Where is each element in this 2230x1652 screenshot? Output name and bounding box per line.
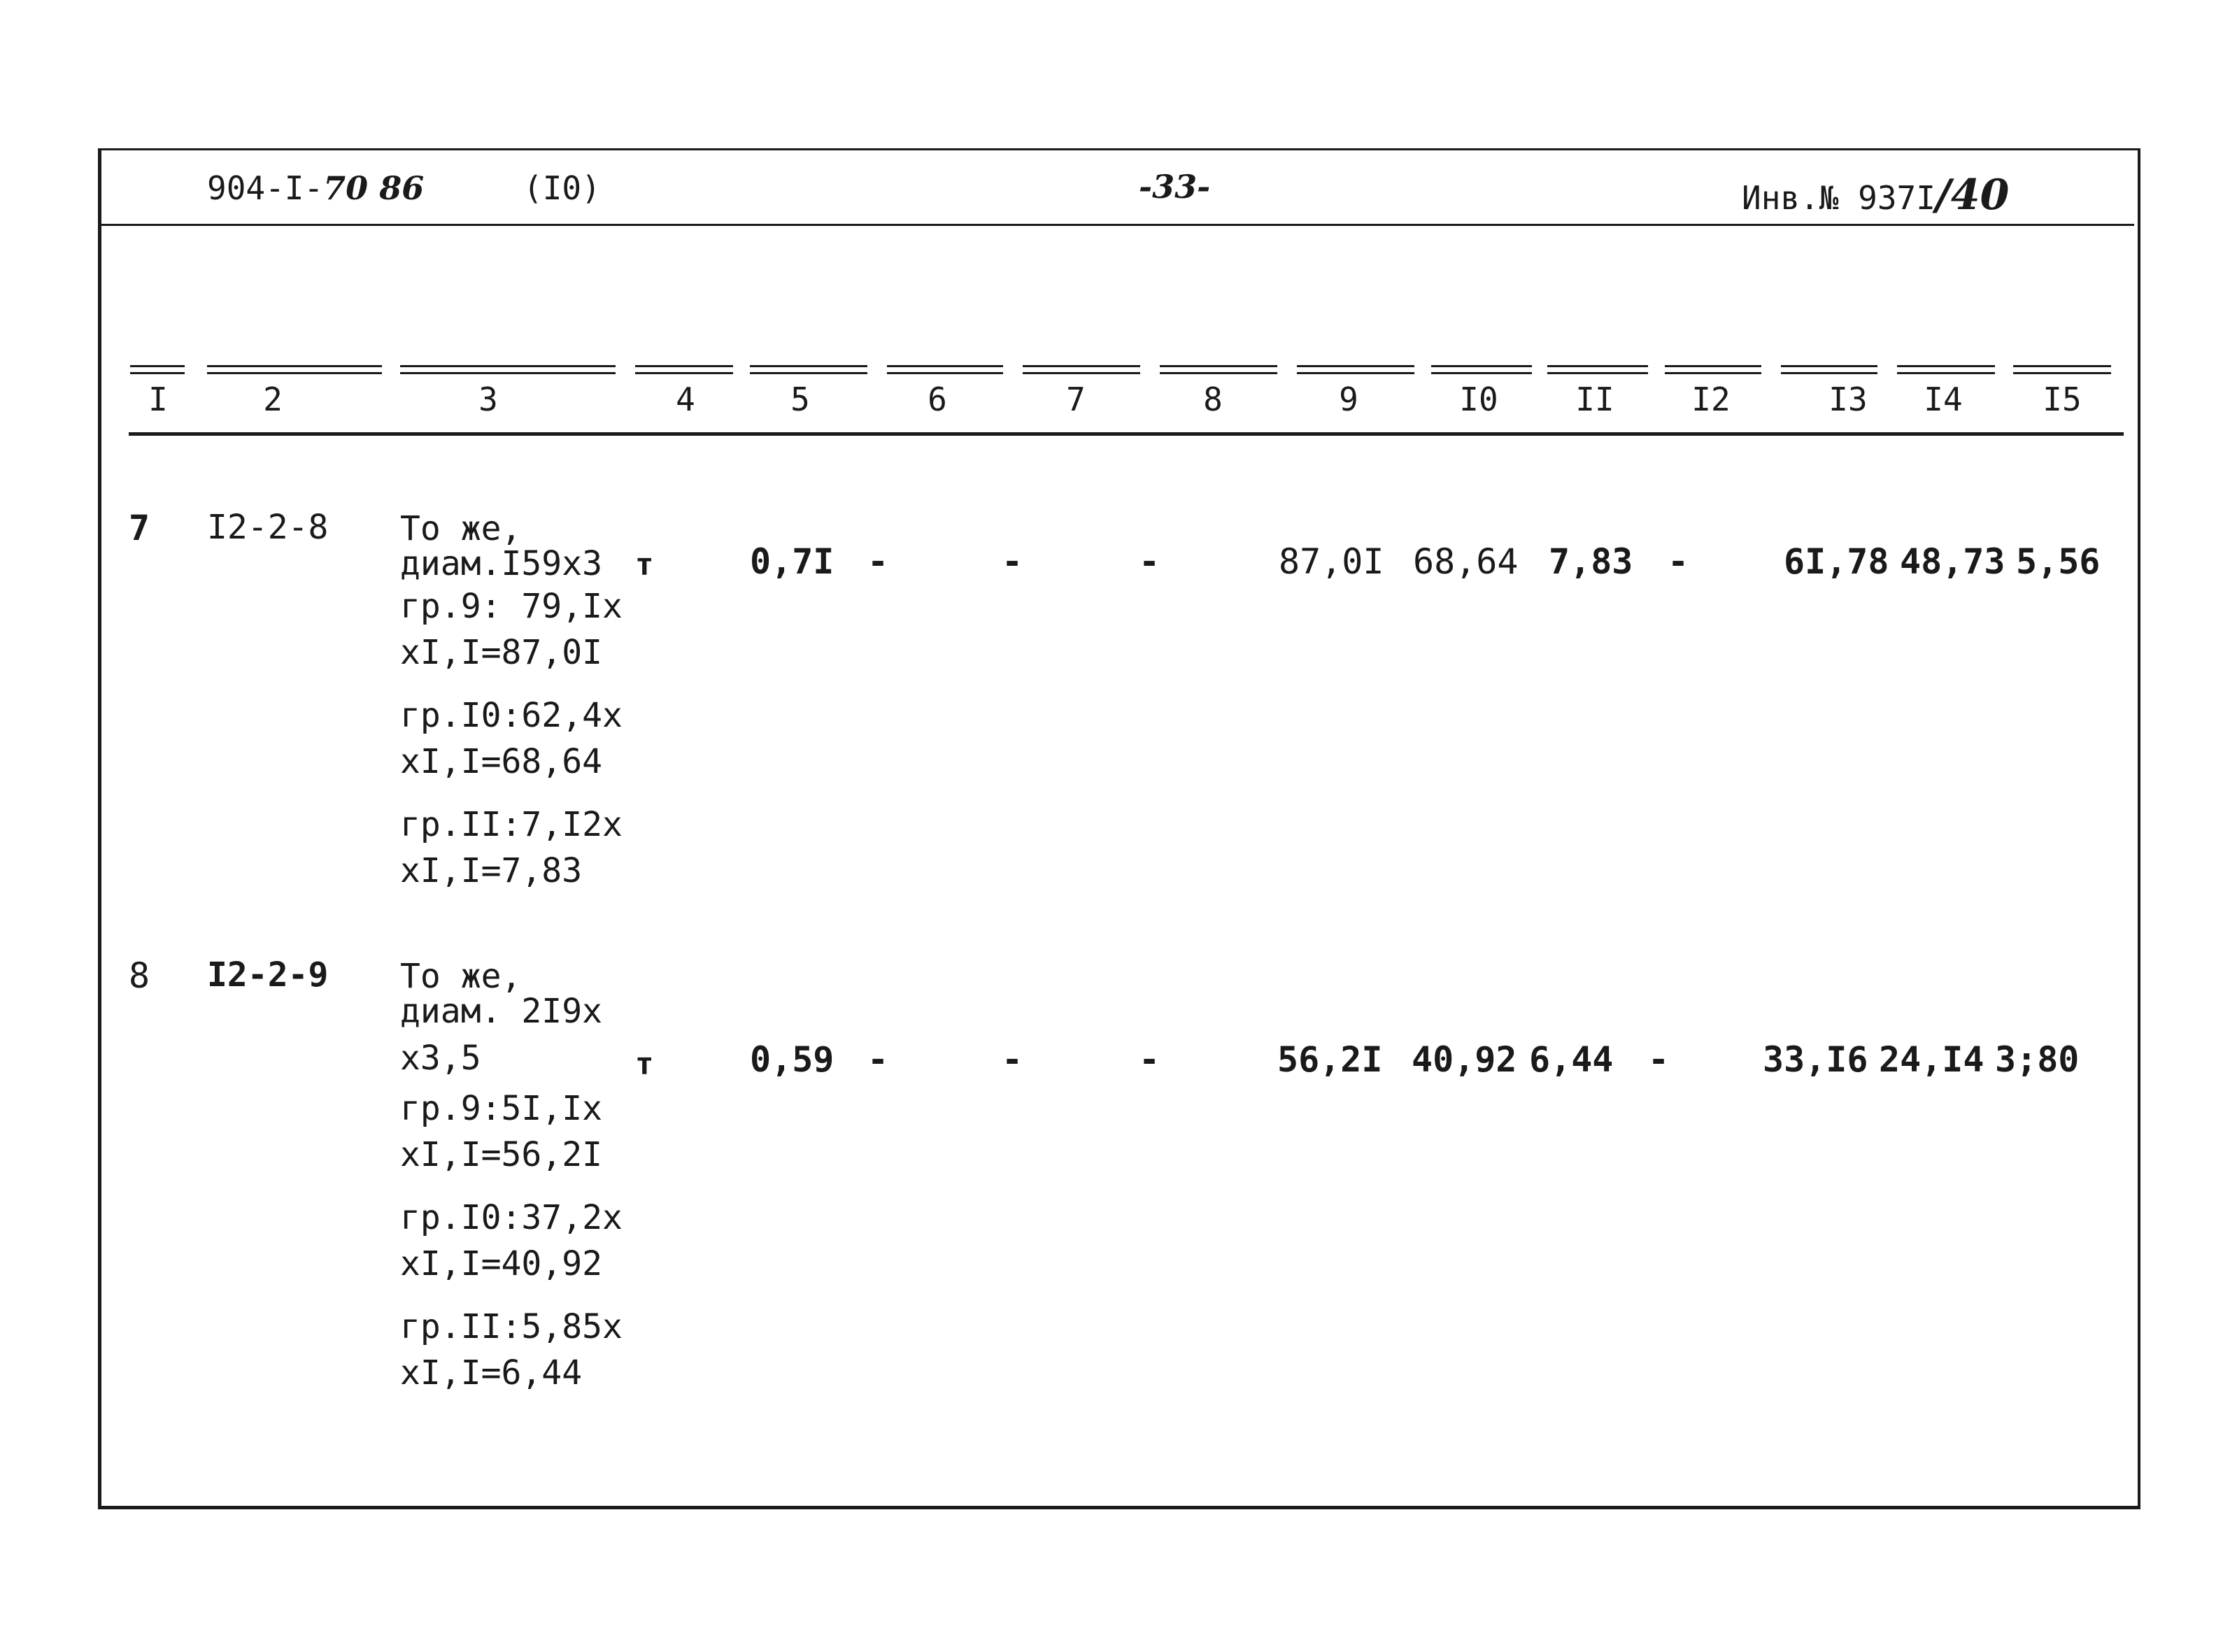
cell-col-7: - [1002,1039,1023,1080]
document-number [207,169,424,207]
cell-col-9: 56,2I [1277,1039,1383,1080]
cell-col-6: - [867,1039,889,1080]
cell-col-8: - [1139,1039,1160,1080]
col-head-10: I0 [1459,380,1498,418]
col-rule-5 [750,365,867,374]
col-head-6: 6 [928,380,947,418]
cell-col-6: - [867,541,889,582]
cell-col-11: 6,44 [1529,1039,1614,1080]
cell-col-5: 0,7I [750,541,835,582]
cell-col-14: 48,73 [1900,541,2005,582]
col-rule-10 [1431,365,1532,374]
column-header-underline [129,432,2124,436]
cell-col-7: - [1002,541,1023,582]
row-description [400,957,623,1396]
desc-line: гр.I0:37,2x [400,1198,623,1237]
desc-line: диам. 2I9x [400,992,602,1031]
document-number-typed: 904-I- [207,169,324,207]
desc-line: гр.I0:62,4x [400,696,623,735]
desc-line: xI,I=7,83 [400,851,583,890]
header-divider [101,224,2134,226]
inventory-handwritten: /40 [1935,171,2010,220]
desc-line: гр.II:5,85x [400,1307,623,1346]
col-rule-8 [1160,365,1277,374]
col-head-5: 5 [790,380,810,418]
document-number-handwritten: 70 86 [323,169,425,207]
col-head-12: I2 [1691,380,1731,418]
row-number: 7 [129,508,150,548]
col-rule-7 [1023,365,1140,374]
cell-col-10: 40,92 [1412,1039,1517,1080]
cell-col-15: 3;80 [1995,1039,2080,1080]
col-rule-6 [887,365,1003,374]
cell-col-13: 6I,78 [1784,541,1889,582]
col-rule-4 [635,365,733,374]
col-rule-9 [1297,365,1414,374]
col-rule-11 [1547,365,1648,374]
row-number: 8 [129,955,150,996]
col-rule-12 [1665,365,1761,374]
cell-col-10: 68,64 [1413,541,1519,582]
desc-line: xI,I=87,0I [400,633,602,672]
col-rule-15 [2013,365,2111,374]
desc-line: гр.II:7,I2x [400,805,623,844]
desc-line: То же, [400,509,522,548]
cell-col-14: 24,I4 [1879,1039,1984,1080]
col-head-9: 9 [1339,380,1358,418]
col-head-11: II [1575,380,1614,418]
col-rule-3 [400,365,616,374]
desc-line: гр.9: 79,Ix [400,587,623,626]
row-code: I2-2-8 [207,508,329,547]
cell-col-5: 0,59 [750,1039,835,1080]
section-number: (I0) [523,169,601,207]
page-number: -33- [1139,168,1211,206]
col-head-14: I4 [1924,380,1963,418]
row-description [400,509,623,894]
desc-line: диам.I59x3 [400,544,602,583]
col-head-8: 8 [1203,380,1223,418]
col-rule-2 [207,365,382,374]
desc-line: x3,5 [400,1039,481,1078]
inventory-number [1742,171,2009,220]
cell-col-13: 33,I6 [1763,1039,1868,1080]
col-rule-13 [1781,365,1877,374]
cell-col-9: 87,0I [1279,541,1384,582]
desc-line: xI,I=68,64 [400,742,602,781]
col-head-13: I3 [1828,380,1868,418]
col-rule-14 [1897,365,1995,374]
col-head-7: 7 [1066,380,1086,418]
desc-line: гр.9:5I,Ix [400,1089,602,1128]
desc-line: То же, [400,957,522,996]
cell-col-11: 7,83 [1549,541,1633,582]
col-rule-1 [130,365,185,374]
col-head-1: I [148,380,168,418]
unit-of-measure: т [635,1046,654,1082]
unit-of-measure: т [635,547,654,583]
inventory-label: Инв.№ 937I [1742,179,1936,217]
desc-line: xI,I=40,92 [400,1244,602,1283]
col-head-4: 4 [676,380,695,418]
cell-col-12: - [1648,1039,1670,1080]
col-head-3: 3 [478,380,498,418]
cell-col-12: - [1668,541,1689,582]
cell-col-8: - [1139,541,1160,582]
cell-col-15: 5,56 [2016,541,2101,582]
desc-line: xI,I=56,2I [400,1135,602,1174]
desc-line: xI,I=6,44 [400,1353,583,1393]
col-head-2: 2 [263,380,283,418]
col-head-15: I5 [2043,380,2082,418]
row-code: I2-2-9 [207,955,329,995]
